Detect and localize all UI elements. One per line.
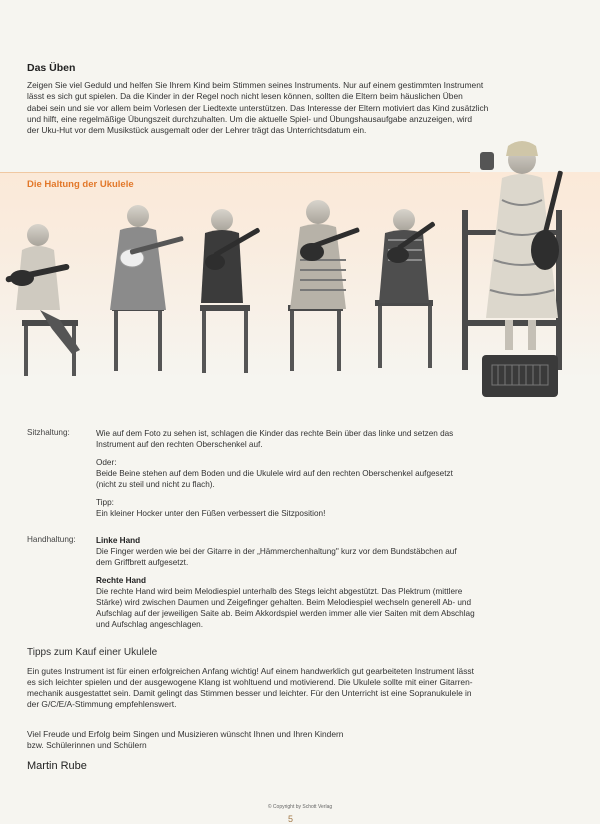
signature: Martin Rube	[27, 760, 87, 772]
text-line: Instrument auf den rechten Oberschenkel auf.	[96, 440, 263, 449]
text-line: es sich leichter spielen und der ausgewogene Klang ist wohltuend und motivierend. Die Ukulele sollte mit einer Gitarren-	[27, 677, 473, 687]
child-4	[288, 200, 360, 371]
text-line: dem Griffbrett aufgesetzt.	[96, 558, 189, 567]
text-line: Beide Beine stehen auf dem Boden und die Ukulele wird auf den rechten Oberschenkel aufgesetzt	[96, 469, 453, 478]
copyright-notice: © Copyright by Schott Verlag	[267, 804, 333, 810]
intro-line: der Uku-Hut vor dem Musikstück ausgemalt oder der Lehrer trägt das Unterrichtsdatum ein.	[27, 125, 367, 136]
text-line: bzw. Schülerinnen und Schülern	[27, 740, 147, 750]
text-line: und Aufschlag angeschlagen.	[96, 620, 203, 629]
page-number: 5	[288, 814, 294, 824]
child-5	[375, 209, 436, 368]
child-3	[200, 209, 261, 373]
subheading-rechte-hand: Rechte Hand	[96, 576, 147, 585]
text-line: Wie auf dem Foto zu sehen ist, schlagen die Kinder das rechte Bein über das linke und setzen das	[96, 429, 454, 438]
child-1	[5, 224, 80, 376]
intro-line: dabei sein und sie vor allem beim Vorlesen der Liedtexte unterstützen. Das Interesse der Eltern motiviert das Kind zusätzlich	[27, 102, 489, 113]
text-line: Die Finger werden wie bei der Gitarre in der „Hämmerchenhaltung" kurz vor dem Bundstäbchen auf	[96, 547, 457, 556]
text-line: Oder:	[96, 458, 117, 467]
intro-line: und hilft, eine regelmäßige Übungszeit durchzuhalten. Um die aktuelle Spiel- und Übungshausaufgabe anzuzeigen, wird	[27, 113, 473, 124]
text-line: Die rechte Hand wird beim Melodiespiel unterhalb des Stegs leicht abgestützt. Das Plektrum (mittlere	[96, 587, 463, 596]
section-title-tipps: Tipps zum Kauf einer Ukulele	[27, 647, 158, 658]
text-line: mechanik ausgestattet sein. Damit gelingt das Stimmen besser und leichter. Für den Unterricht ist eine Sopranukulele in	[27, 688, 472, 698]
banner-title: Die Haltung der Ukulele	[27, 179, 134, 190]
sitzhaltung-text	[96, 428, 576, 519]
text-line: Viel Freude und Erfolg beim Singen und Musizieren wünscht Ihnen und Ihren Kindern	[27, 729, 344, 739]
text-line: Ein gutes Instrument ist für einen erfolgreichen Anfang wichtig! Auf einem handwerklich gut gearbeiteten Instrument lässt	[27, 666, 474, 676]
subheading-linke-hand: Linke Hand	[96, 536, 141, 545]
children-ukulele-photo	[0, 140, 600, 420]
label-sitzhaltung: Sitzhaltung:	[27, 428, 70, 437]
text-line: Ein kleiner Hocker unter den Füßen verbessert die Sitzposition!	[96, 509, 326, 518]
text-line: Aufschlag auf der jeweiligen Saite ab. Beim Akkordspiel werden immer alle vier Saiten mit dem Abschlag	[96, 609, 475, 618]
handhaltung-text	[96, 535, 576, 630]
intro-paragraph	[27, 80, 575, 136]
section-title-ueben: Das Üben	[27, 62, 76, 74]
child-2	[110, 205, 184, 371]
tipps-paragraph	[27, 666, 575, 710]
label-handhaltung: Handhaltung:	[27, 535, 76, 544]
text-line: der G/C/E/A-Stimmung empfehlenswert.	[27, 699, 177, 709]
text-line: Tipp:	[96, 498, 114, 507]
child-6-standing	[462, 141, 563, 397]
closing-paragraph	[27, 729, 575, 751]
text-line: (nicht zu steil und nicht zu flach).	[96, 480, 215, 489]
text-line: Stärke) wird zwischen Daumen und Zeigefinger gehalten. Beim Melodiespiel wechseln generell Ab- und	[96, 598, 472, 607]
intro-line: Zeigen Sie viel Geduld und helfen Sie Ihrem Kind beim Stimmen seines Instruments. Nur auf einem gestimmten Instrument	[27, 80, 484, 90]
intro-line: lässt es sich gut spielen. Da die Kinder in der Regel noch nicht lesen können, sollten die Eltern beim häuslichen Üben	[27, 91, 463, 102]
